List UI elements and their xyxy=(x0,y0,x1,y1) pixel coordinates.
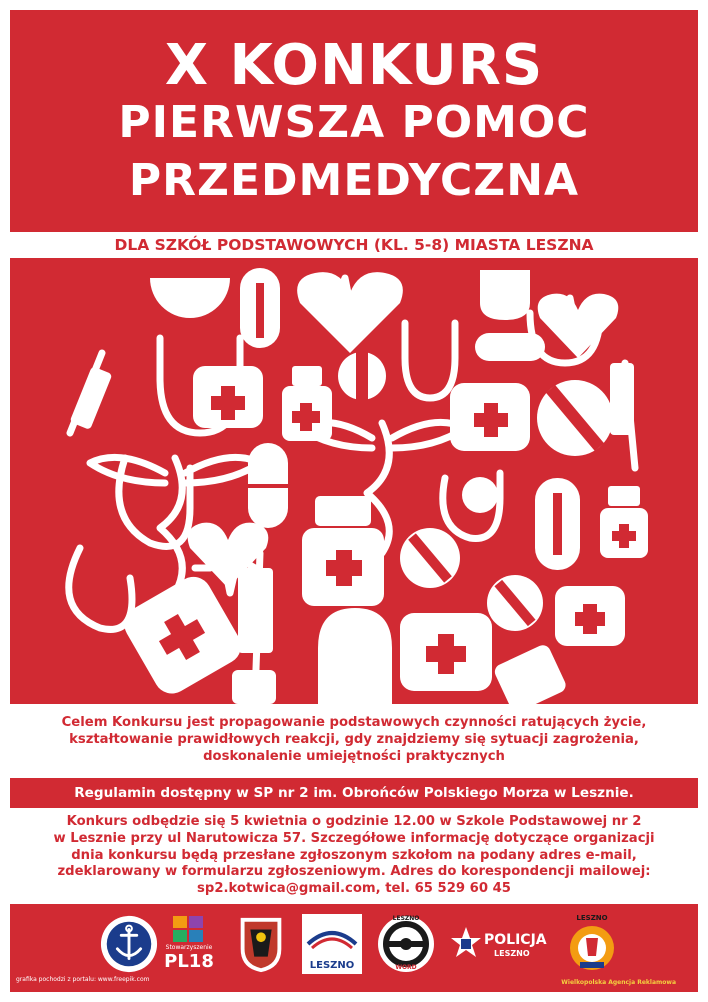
details-line: dnia konkursu będą przesłane zgłoszonym szkołom na podany adres e-mail, xyxy=(71,847,637,863)
heart-icon xyxy=(538,294,619,358)
cross-icon xyxy=(292,411,320,423)
jar-icon xyxy=(480,270,530,320)
school-anchor-logo xyxy=(98,914,160,974)
psp-top-label: LESZNO xyxy=(576,914,608,922)
pill-icon xyxy=(150,278,230,318)
puzzle-icon xyxy=(169,914,209,944)
sponsors-footer xyxy=(10,904,698,992)
capsule-icon xyxy=(475,333,545,361)
heart-icon xyxy=(297,272,403,353)
syringe-icon xyxy=(238,568,273,653)
cross-icon xyxy=(326,560,362,576)
leszno-wave-icon xyxy=(302,914,362,956)
bottle-icon xyxy=(492,643,568,704)
contest-goal xyxy=(20,714,688,765)
cross-icon xyxy=(474,413,508,427)
policja-logo xyxy=(450,914,554,974)
bottle-icon xyxy=(315,496,371,526)
bottle-icon xyxy=(608,486,640,506)
header-banner xyxy=(10,10,698,232)
regulations-band xyxy=(10,778,698,808)
cross-icon xyxy=(575,612,605,626)
title-line-2: PIERWSZA POMOC xyxy=(118,97,590,148)
pill-icon xyxy=(462,477,498,513)
leszno-coat-of-arms-logo xyxy=(236,914,286,974)
publisher-label: Wielkopolska Agencja Reklamowa xyxy=(561,979,676,986)
cross-icon xyxy=(211,396,245,410)
pl18-label: PL18 xyxy=(164,951,214,972)
thermometer-scale xyxy=(553,493,562,555)
medical-icons-svg xyxy=(10,258,698,704)
police-star-icon xyxy=(450,926,482,960)
syringe-icon xyxy=(610,363,634,435)
fire-brigade-emblem-icon xyxy=(566,922,618,974)
leszno-label: LESZNO xyxy=(309,960,355,971)
image-credit: grafika pochodzi z portalu: www.freepik.com xyxy=(16,976,150,983)
capsule-icon xyxy=(232,670,276,704)
word-top-label: LESZNO xyxy=(392,915,420,922)
details-line: w Lesznie przy ul Narutowicza 57. Szczegółowe informację dotyczące organizacji xyxy=(53,830,655,846)
policja-city-label: LESZNO xyxy=(494,949,530,958)
title-line-3: PRZEDMEDYCZNA xyxy=(128,155,580,206)
bottle-icon xyxy=(292,366,322,386)
word-bottom-label: WORD xyxy=(395,964,417,971)
leszno-city-logo xyxy=(302,914,362,974)
details-line: Konkurs odbędzie się 5 kwietnia o godzinie 12.00 w Szkole Podstawowej nr 2 xyxy=(66,814,642,829)
pl18-org-label: Stowarzyszenie xyxy=(165,944,213,951)
medical-illustration xyxy=(10,258,698,704)
policja-label: POLICJA xyxy=(484,932,547,948)
caduceus-icon xyxy=(90,457,165,483)
pl18-logo xyxy=(160,914,218,974)
fire-brigade-logo xyxy=(566,914,618,974)
goal-line: Celem Konkursu jest propagowanie podstawowych czynności ratujących życie, xyxy=(61,715,647,730)
contact-line[interactable]: sp2.kotwica@gmail.com, tel. 65 529 60 45 xyxy=(197,881,511,897)
capsule-icon xyxy=(318,608,392,704)
goal-line: kształtowanie prawidłowych reakcji, gdy znajdziemy się sytuacji zagrożenia, xyxy=(69,732,639,747)
stethoscope-icon xyxy=(69,548,132,629)
regulations-text: Regulamin dostępny w SP nr 2 im. Obrońców Polskiego Morza w Lesznie. xyxy=(74,785,634,801)
pill-divider xyxy=(356,352,368,400)
stethoscope-icon xyxy=(405,323,455,398)
word-leszno-logo xyxy=(376,914,436,974)
thermometer-scale xyxy=(256,283,264,338)
syringe-icon xyxy=(70,366,113,430)
contest-details xyxy=(20,814,688,898)
title-line-1: X KONKURS xyxy=(164,33,544,98)
cross-icon xyxy=(426,646,466,662)
cross-icon xyxy=(612,531,636,541)
goal-line: doskonalenie umiejętności praktycznych xyxy=(203,749,505,764)
details-line: zdeklarowany w formularzu zgłoszeniowym. Adres do korespondencji mailowej: xyxy=(57,864,651,880)
subtitle: DLA SZKÓŁ PODSTAWOWYCH (KL. 5-8) MIASTA LESZNA xyxy=(114,236,594,254)
capsule-divider xyxy=(248,484,288,488)
caduceus-icon xyxy=(160,458,182,593)
